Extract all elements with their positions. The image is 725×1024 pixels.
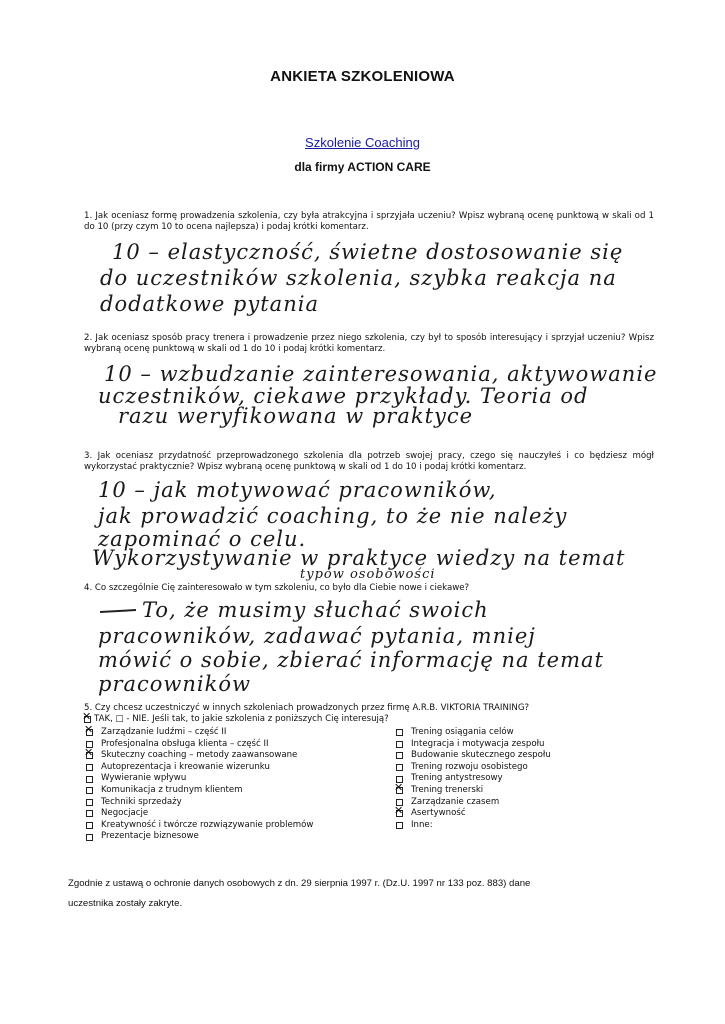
training-right-label: Trening antystresowy bbox=[411, 773, 503, 784]
training-left-checkbox[interactable] bbox=[86, 834, 93, 841]
training-left-option bbox=[86, 727, 313, 739]
answer-3-line-3: zapominać o celu. bbox=[98, 527, 307, 551]
question-4: 4. Co szczególnie Cię zainteresowało w tym szkoleniu, co było dla Ciebie nowe i ciekawe? bbox=[84, 583, 470, 593]
page-title: ANKIETA SZKOLENIOWA bbox=[270, 68, 455, 85]
trainings-right-column bbox=[396, 727, 551, 831]
training-left-checkbox[interactable] bbox=[86, 822, 93, 829]
training-right-checkbox[interactable] bbox=[396, 810, 403, 817]
training-right-option bbox=[396, 727, 551, 739]
training-left-label: Kreatywność i twórcze rozwiązywanie problemów bbox=[101, 819, 314, 830]
training-left-checkbox[interactable] bbox=[86, 729, 93, 736]
training-right-label: Integracja i motywacja zespołu bbox=[411, 738, 545, 749]
answer-4-line-3: mówić o sobie, zbierać informację na temat bbox=[98, 648, 604, 672]
answer-4-line-4: pracowników bbox=[98, 672, 251, 696]
answer-1-line-1: 10 – elastyczność, świetne dostosowanie się bbox=[112, 240, 624, 264]
trainings-left-column bbox=[86, 727, 313, 843]
answer-4-line-2: pracowników, zadawać pytania, mniej bbox=[98, 624, 536, 648]
answer-4-line-1: To, że musimy słuchać swoich bbox=[142, 598, 489, 622]
training-right-option bbox=[396, 820, 551, 832]
training-left-label: Techniki sprzedaży bbox=[101, 796, 182, 807]
training-right-label: Asertywność bbox=[411, 808, 466, 819]
training-left-option bbox=[86, 762, 313, 774]
training-left-label: Wywieranie wpływu bbox=[101, 773, 187, 784]
training-left-label: Prezentacje biznesowe bbox=[101, 831, 199, 842]
question-1: 1. Jak oceniasz formę prowadzenia szkolenia, czy była atrakcyjna i sprzyjała uczeniu? Wpisz wybraną ocenę punktową w skali od 1 do 10 (przy czym 10 to ocena najlepsza) i podaj krótki komentarz. bbox=[84, 211, 654, 232]
training-right-checkbox[interactable] bbox=[396, 741, 403, 748]
training-right-checkbox[interactable] bbox=[396, 752, 403, 759]
training-right-option bbox=[396, 762, 551, 774]
answer-1-line-2: do uczestników szkolenia, szybka reakcja na bbox=[100, 266, 617, 290]
training-right-checkbox[interactable] bbox=[396, 822, 403, 829]
training-left-checkbox[interactable] bbox=[86, 776, 93, 783]
training-left-option bbox=[86, 739, 313, 751]
training-right-label: Trening osiągania celów bbox=[411, 727, 514, 737]
training-right-label: Inne: bbox=[411, 819, 433, 830]
training-name-link[interactable]: Szkolenie Coaching bbox=[305, 135, 420, 150]
training-left-option bbox=[86, 773, 313, 785]
training-right-label: Budowanie skutecznego zespołu bbox=[411, 750, 551, 761]
training-left-label: Komunikacja z trudnym klientem bbox=[101, 784, 243, 795]
question-3: 3. Jak oceniasz przydatność przeprowadzonego szkolenia dla potrzeb swojej pracy, czego się nauczyłeś i co będziesz mógł wykorzystać praktycznie? Wpisz wybraną ocenę punktową w skali od 1 do 10 i podaj krótki komentarz. bbox=[84, 451, 654, 472]
privacy-note-line-2: uczestnika zostały zakryte. bbox=[68, 898, 183, 909]
yes-checkbox[interactable] bbox=[84, 716, 91, 723]
training-left-option bbox=[86, 831, 313, 843]
privacy-note-line-1: Zgodnie z ustawą o ochronie danych osobowych z dn. 29 sierpnia 1997 r. (Dz.U. 1997 nr 133 poz. 883) dane bbox=[68, 878, 531, 889]
training-left-checkbox[interactable] bbox=[86, 764, 93, 771]
training-right-option bbox=[396, 785, 551, 797]
training-left-checkbox[interactable] bbox=[86, 810, 93, 817]
training-left-label: Profesjonalna obsługa klienta – część II bbox=[101, 738, 269, 749]
training-left-option bbox=[86, 808, 313, 820]
training-left-option bbox=[86, 797, 313, 809]
training-right-label: Zarządzanie czasem bbox=[411, 796, 500, 807]
training-left-label: Zarządzanie ludźmi – część II bbox=[101, 727, 227, 737]
training-right-option bbox=[396, 739, 551, 751]
training-left-option bbox=[86, 750, 313, 762]
answer-3-line-1: 10 – jak motywować pracowników, bbox=[98, 478, 497, 502]
answer-2-line-3: razu weryfikowana w praktyce bbox=[118, 404, 474, 428]
training-right-label: Trening trenerski bbox=[411, 784, 484, 795]
yes-no-row bbox=[84, 714, 654, 725]
training-right-option bbox=[396, 797, 551, 809]
training-right-checkbox[interactable] bbox=[396, 764, 403, 771]
yes-no-label: TAK, □ - NIE. Jeśli tak, to jakie szkolenia z poniższych Cię interesują? bbox=[94, 714, 389, 724]
training-left-label: Negocjacje bbox=[101, 808, 149, 819]
training-left-option bbox=[86, 820, 313, 832]
training-right-checkbox[interactable] bbox=[396, 787, 403, 794]
crossed-out-word bbox=[100, 609, 136, 612]
question-5: 5. Czy chcesz uczestniczyć w innych szkoleniach prowadzonych przez firmę A.R.B. VIKTORIA TRAINING? bbox=[84, 703, 530, 713]
company-name: dla firmy ACTION CARE bbox=[294, 160, 431, 174]
privacy-footer bbox=[68, 874, 628, 914]
answer-2-line-2: uczestników, ciekawe przykłady. Teoria od bbox=[98, 384, 589, 408]
answer-3-line-4: Wykorzystywanie w praktyce wiedzy na temat bbox=[92, 546, 626, 570]
training-right-option bbox=[396, 750, 551, 762]
answer-3-line-5: typów osobowości bbox=[300, 567, 436, 582]
training-left-checkbox[interactable] bbox=[86, 752, 93, 759]
question-2: 2. Jak oceniasz sposób pracy trenera i prowadzenie przez niego szkolenia, czy był to sposób interesujący i sprzyjał uczeniu? Wpisz wybraną ocenę punktową w skali od 1 do 10 i podaj krótki komentarz. bbox=[84, 333, 654, 354]
training-left-checkbox[interactable] bbox=[86, 787, 93, 794]
training-right-option bbox=[396, 808, 551, 820]
training-left-option bbox=[86, 785, 313, 797]
answer-2-line-1: 10 – wzbudzanie zainteresowania, aktywowanie bbox=[104, 362, 658, 386]
answer-3-line-2: jak prowadzić coaching, to że nie należy bbox=[98, 504, 568, 528]
training-left-label: Autoprezentacja i kreowanie wizerunku bbox=[101, 761, 270, 772]
training-left-label: Skuteczny coaching – metody zaawansowane bbox=[101, 750, 298, 761]
answer-1-line-3: dodatkowe pytania bbox=[100, 292, 319, 316]
training-right-label: Trening rozwoju osobistego bbox=[411, 761, 528, 772]
training-right-option bbox=[396, 773, 551, 785]
training-right-checkbox[interactable] bbox=[396, 729, 403, 736]
training-left-checkbox[interactable] bbox=[86, 799, 93, 806]
